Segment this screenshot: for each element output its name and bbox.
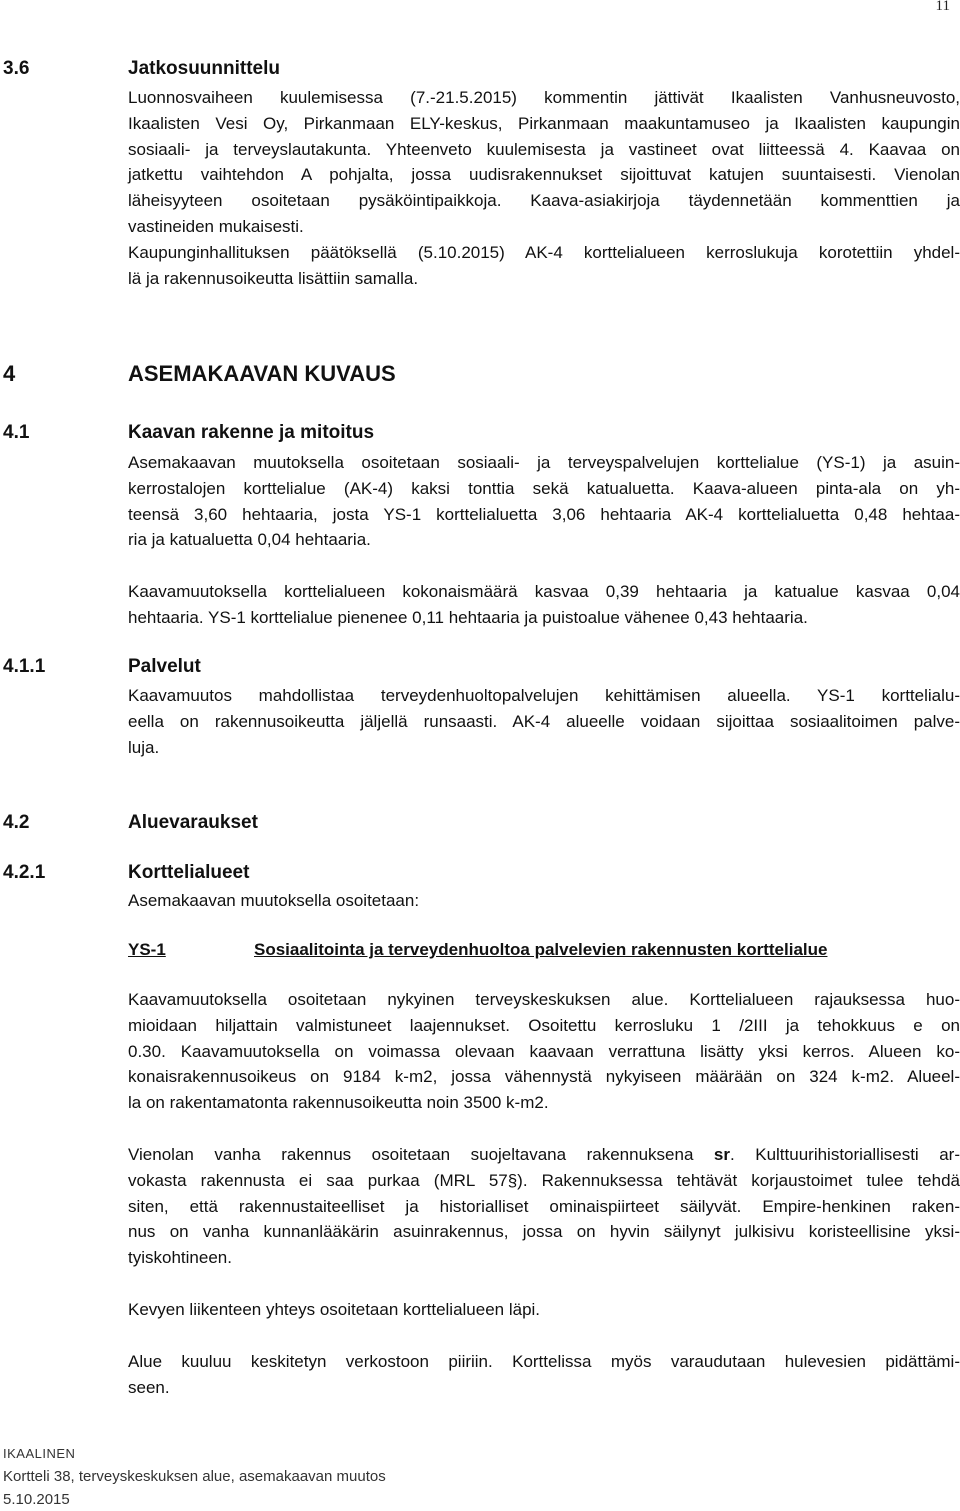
section-4-1-number: 4.1 xyxy=(3,422,30,443)
section-3-6-number: 3.6 xyxy=(3,58,30,79)
text-line: jatkettu vaihtehdon A pohjalta, jossa uudisrakennukset sijoittuvat katujen suuntaisesti. Vienolan xyxy=(128,165,960,185)
text-line: lä ja rakennusoikeutta lisättiin samalla. xyxy=(128,268,419,288)
text-line: seen. xyxy=(128,1377,170,1397)
text-line: 0.30. Kaavamuutoksella on voimassa olevaan kaavaan verrattuna lisätty yksi kerros. Alueen ko- xyxy=(128,1041,960,1061)
zone-code-description: Sosiaalitointa ja terveydenhuoltoa palvelevien rakennusten korttelialue xyxy=(254,940,828,959)
text-line: Kaavamuutoksella korttelialueen kokonaismäärä kasvaa 0,39 hehtaaria ja katualue kasvaa 0,04 xyxy=(128,582,960,601)
section-4-1-para-2 xyxy=(128,579,960,631)
text-line: läheisyyteen osoitetaan pysäköintipaikkoja. Kaava-asiakirjoja täydennetään kommenttien ja xyxy=(128,191,960,211)
text-segment: Vienolan vanha rakennus osoitetaan suojeltavana rakennuksena xyxy=(128,1145,714,1164)
section-4-2-1-para-1 xyxy=(128,987,960,1116)
text-line: siten, että rakennustaiteelliset ja historialliset ominaispiirteet säilyvät. Empire-henkinen raken- xyxy=(128,1196,960,1216)
page-number: 11 xyxy=(935,0,950,14)
text-segment: . Kulttuurihistoriallisesti ar- xyxy=(730,1145,960,1164)
text-line: hehtaaria. YS-1 korttelialue pienenee 0,11 hehtaaria ja puistoalue vähenee 0,43 hehtaaria. xyxy=(128,607,808,627)
text-line: konaisrakennusoikeus on 9184 k-m2, jossa vähennystä nykyiseen määrään on 324 k-m2. Alueel- xyxy=(128,1067,960,1087)
text-line: mioidaan hiljattain valmistuneet laajennukset. Osoitettu kerrosluku 1 /2III ja tehokkuus e on xyxy=(128,1015,960,1035)
footer-org: IKAALINEN xyxy=(3,1446,76,1461)
section-4-1-title: Kaavan rakenne ja mitoitus xyxy=(128,422,375,443)
section-3-6-body xyxy=(128,85,960,291)
text-line: Kaavamuutos mahdollistaa terveydenhuoltopalvelujen kehittämisen alueella. YS-1 korttelialu- xyxy=(128,686,960,705)
text-line: teensä 3,60 hehtaaria, josta YS-1 korttelialuetta 3,06 hehtaaria AK-4 korttelialuetta 0,48 hehtaa- xyxy=(128,504,960,524)
text-line: vastineiden mukaisesti. xyxy=(128,216,304,236)
text-line: Luonnosvaiheen kuulemisessa (7.-21.5.2015) kommentin jättivät Ikaalisten Vanhusneuvosto, xyxy=(128,88,960,107)
text-line: Kaavamuutoksella osoitetaan nykyinen terveyskeskuksen alue. Korttelialueen rajauksessa huo- xyxy=(128,990,960,1009)
section-4-1-1-title: Palvelut xyxy=(128,656,201,677)
text-line: Kaupunginhallituksen päätöksellä (5.10.2015) AK-4 korttelialueen kerroslukuja korotettiin yhdel- xyxy=(128,242,960,262)
text-line: Alue kuuluu keskitetyn verkostoon piiriin. Korttelissa myös varaudutaan hulevesien pidättämi- xyxy=(128,1352,960,1371)
text-line: Asemakaavan muutoksella osoitetaan sosiaali- ja terveyspalvelujen korttelialue (YS-1) ja asuin- xyxy=(128,453,960,472)
section-4-2-1-para-4 xyxy=(128,1349,960,1401)
section-3-6-title: Jatkosuunnittelu xyxy=(128,58,281,79)
section-4-number: 4 xyxy=(3,361,16,386)
text-line: eella on rakennusoikeutta jäljellä runsaasti. AK-4 alueelle voidaan sijoittaa sosiaalitoimen palve- xyxy=(128,711,960,731)
footer-date: 5.10.2015 xyxy=(3,1491,70,1508)
text-line: la on rakentamatonta rakennusoikeutta noin 3500 k-m2. xyxy=(128,1093,549,1113)
section-4-1-1-body xyxy=(128,683,960,760)
page-footer xyxy=(3,1442,386,1511)
section-4-2-1-number: 4.2.1 xyxy=(3,862,46,883)
protection-code-sr: sr xyxy=(713,1145,730,1164)
text-line xyxy=(128,1142,960,1168)
text-line: ria ja katualuetta 0,04 hehtaaria. xyxy=(128,530,371,550)
text-line: nus on vanha kunnanlääkärin asuinrakennus, jossa on hyvin säilynyt julkisivu koristeellisine yksi- xyxy=(128,1222,960,1242)
text-line: luja. xyxy=(128,737,160,757)
footer-project: Kortteli 38, terveyskeskuksen alue, asemakaavan muutos xyxy=(3,1468,386,1485)
text-line: kerrostalojen korttelialue (AK-4) kaksi tonttia sekä katualuetta. Kaava-alueen pinta-ala on yh- xyxy=(128,478,960,498)
zone-code-label: YS-1 xyxy=(128,940,166,959)
section-4-2-1-para-2 xyxy=(128,1142,960,1271)
text-line: tyiskohtineen. xyxy=(128,1248,232,1268)
section-4-1-1-number: 4.1.1 xyxy=(3,656,46,677)
section-4-2-number: 4.2 xyxy=(3,812,30,833)
text-line: Asemakaavan muutoksella osoitetaan: xyxy=(128,891,420,910)
text-line: vokasta rakennusta ei saa purkaa (MRL 57§). Rakennuksessa tehtävät korjaustoimet tulee tehdä xyxy=(128,1170,960,1190)
text-line: Kevyen liikenteen yhteys osoitetaan korttelialueen läpi. xyxy=(128,1300,541,1319)
section-4-2-title: Aluevaraukset xyxy=(128,812,258,833)
section-4-2-1-para-3 xyxy=(128,1297,960,1323)
section-4-1-para-1 xyxy=(128,450,960,553)
section-4-2-1-intro xyxy=(128,888,960,914)
section-4-title: ASEMAKAAVAN KUVAUS xyxy=(128,361,396,386)
section-4-2-1-title: Korttelialueet xyxy=(128,862,250,883)
text-line: sosiaali- ja terveyslautakunta. Yhteenveto kuulemisesta ja vastineet ovat liitteessä 4. Kaavaa on xyxy=(128,139,960,159)
text-line: Ikaalisten Vesi Oy, Pirkanmaan ELY-keskus, Pirkanmaan maakuntamuseo ja Ikaalisten kaupungin xyxy=(128,113,960,133)
